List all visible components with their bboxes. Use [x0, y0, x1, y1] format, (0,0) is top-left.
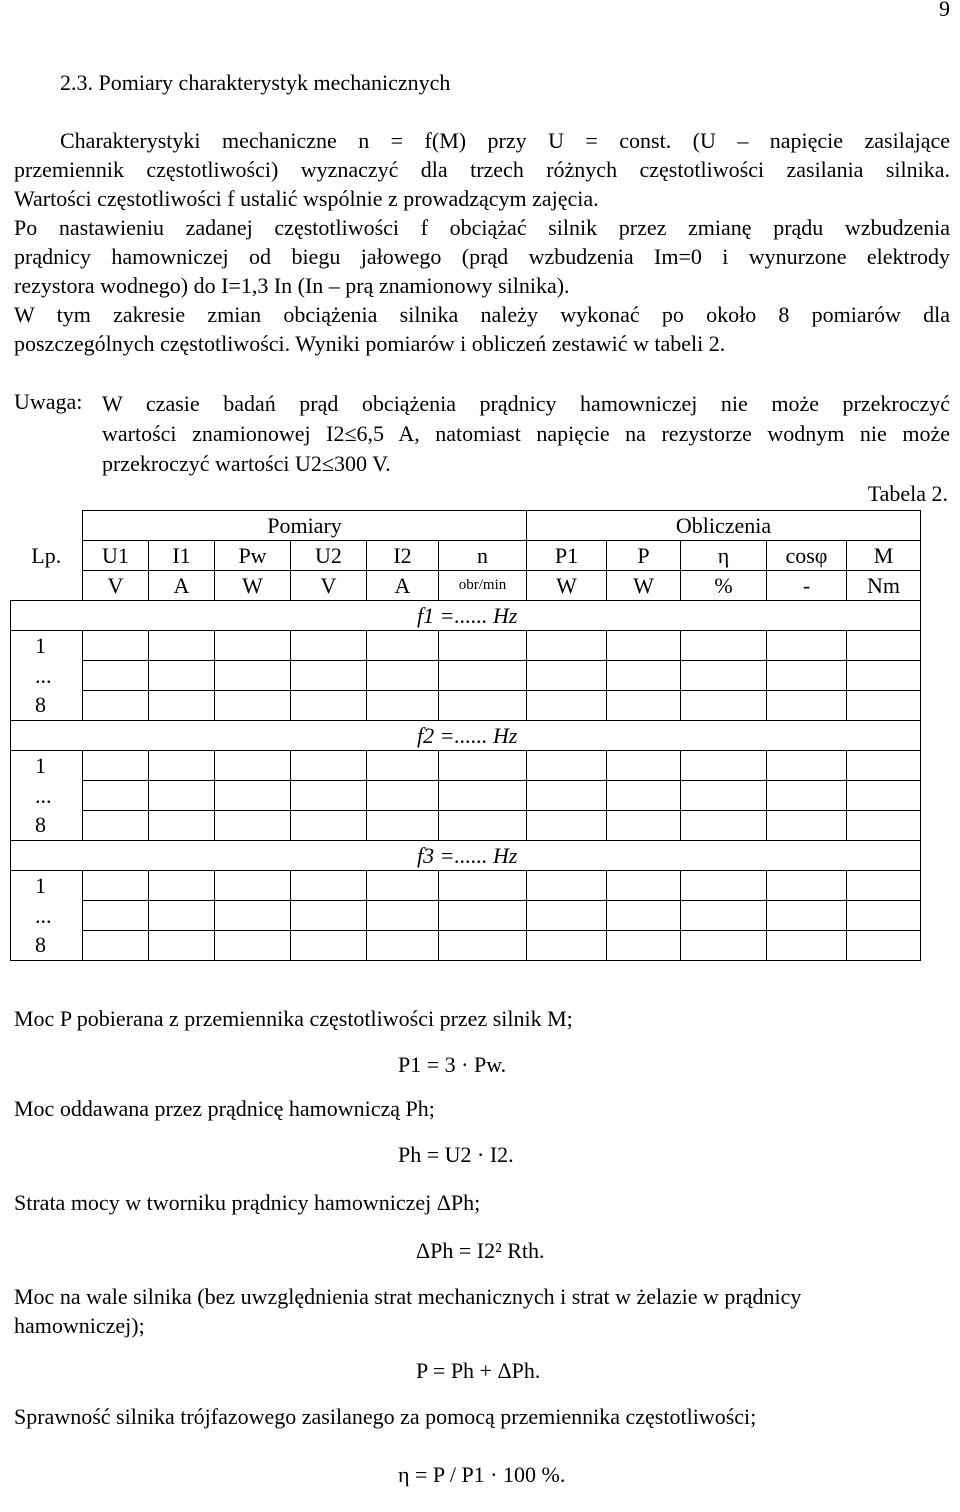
formula-text-4b: hamowniczej);: [14, 1313, 145, 1338]
unit-cell: W: [607, 571, 681, 601]
formula-ph: Ph = U2 · I2.: [398, 1142, 514, 1167]
intro-line-4: Po nastawieniu zadanej częstotliwości f obciążać silnik przez zmianę prądu wzbudzenia: [14, 215, 950, 240]
col-header: n: [439, 541, 527, 571]
row-label: 1: [11, 871, 83, 901]
row-label: ...: [11, 901, 83, 931]
formula-text-1: Moc P pobierana z przemiennika częstotliwości przez silnik M;: [14, 1006, 573, 1031]
col-header: Pw: [215, 541, 291, 571]
unit-cell: V: [291, 571, 367, 601]
lp-header: Lp.: [31, 542, 62, 568]
unit-cell: A: [367, 571, 439, 601]
row-label: 1: [11, 751, 83, 781]
formula-text-3: Strata mocy w tworniku prądnicy hamowniczej ΔPh;: [14, 1190, 481, 1215]
col-header: U1: [83, 541, 149, 571]
note-line-2: wartości znamionowej I2≤6,5 A, natomiast napięcie na rezystorze wodnym nie może: [102, 421, 950, 446]
note-line-1: W czasie badań prąd obciążenia prądnicy hamowniczej nie może przekroczyć: [102, 391, 950, 416]
intro-line-6: rezystora wodnego) do I=1,3 In (In – prą znamionowy silnika).: [14, 273, 570, 298]
col-header: P: [607, 541, 681, 571]
col-header: η: [681, 541, 767, 571]
formula-text-4a: Moc na wale silnika (bez uwzględnienia strat mechanicznych i strat w żelazie w prądnicy: [14, 1284, 802, 1309]
group-measurements: Pomiary: [83, 511, 527, 541]
formula-delta-ph: ΔPh = I2² Rth.: [416, 1238, 545, 1263]
unit-cell: V: [83, 571, 149, 601]
unit-cell: W: [527, 571, 607, 601]
unit-cell: A: [149, 571, 215, 601]
formula-text-2: Moc oddawana przez prądnicę hamowniczą Ph;: [14, 1096, 435, 1121]
unit-cell: obr/min: [439, 571, 527, 601]
intro-paragraph: [14, 126, 950, 358]
freq-row-2: f2 =...... Hz: [11, 721, 921, 751]
intro-line-8: poszczególnych częstotliwości. Wyniki pomiarów i obliczeń zestawić w tabeli 2.: [14, 331, 726, 356]
unit-cell: -: [767, 571, 847, 601]
formula-p1: P1 = 3 · Pw.: [398, 1052, 507, 1077]
unit-cell: %: [681, 571, 767, 601]
intro-line-5: prądnicy hamowniczej od biegu jałowego (prąd wzbudzenia Im=0 i wynurzone elektrody: [14, 244, 950, 269]
formula-text-5: Sprawność silnika trójfazowego zasilanego za pomocą przemiennika częstotliwości;: [14, 1404, 757, 1429]
freq-row-1: f1 =...... Hz: [11, 601, 921, 631]
row-label: ...: [11, 661, 83, 691]
intro-line-7: W tym zakresie zmian obciążenia silnika należy wykonać po około 8 pomiarów dla: [14, 302, 950, 327]
row-label: 8: [11, 691, 83, 721]
row-label: ...: [11, 781, 83, 811]
intro-line-1: Charakterystyki mechaniczne n = f(M) przy U = const. (U – napięcie zasilające: [60, 128, 950, 153]
intro-line-3: Wartości częstotliwości f ustalić wspólnie z prowadzącym zajęcia.: [14, 186, 599, 211]
formula-p: P = Ph + ΔPh.: [416, 1358, 541, 1383]
row-label: 8: [11, 811, 83, 841]
col-header: I1: [149, 541, 215, 571]
col-header: U2: [291, 541, 367, 571]
note-label: Uwaga:: [14, 389, 83, 414]
group-calculations: Obliczenia: [527, 511, 921, 541]
section-heading: 2.3. Pomiary charakterystyk mechanicznych: [60, 70, 451, 95]
page-number: 9: [939, 0, 950, 21]
unit-cell: Nm: [847, 571, 921, 601]
intro-line-2: przemiennik częstotliwości) wyznaczyć dla trzech różnych częstotliwości zasilania silnika.: [14, 157, 950, 182]
note-line-3: przekroczyć wartości U2≤300 V.: [102, 451, 391, 476]
col-header: cosφ: [767, 541, 847, 571]
table-caption: Tabela 2.: [867, 481, 948, 506]
row-label: 1: [11, 631, 83, 661]
row-label: 8: [11, 931, 83, 961]
note-text: [102, 389, 950, 479]
col-header: M: [847, 541, 921, 571]
unit-cell: W: [215, 571, 291, 601]
measurement-table: [10, 510, 921, 961]
col-header: P1: [527, 541, 607, 571]
formula-efficiency: η = P / P1 · 100 %.: [398, 1462, 566, 1487]
freq-row-3: f3 =...... Hz: [11, 841, 921, 871]
col-header: I2: [367, 541, 439, 571]
